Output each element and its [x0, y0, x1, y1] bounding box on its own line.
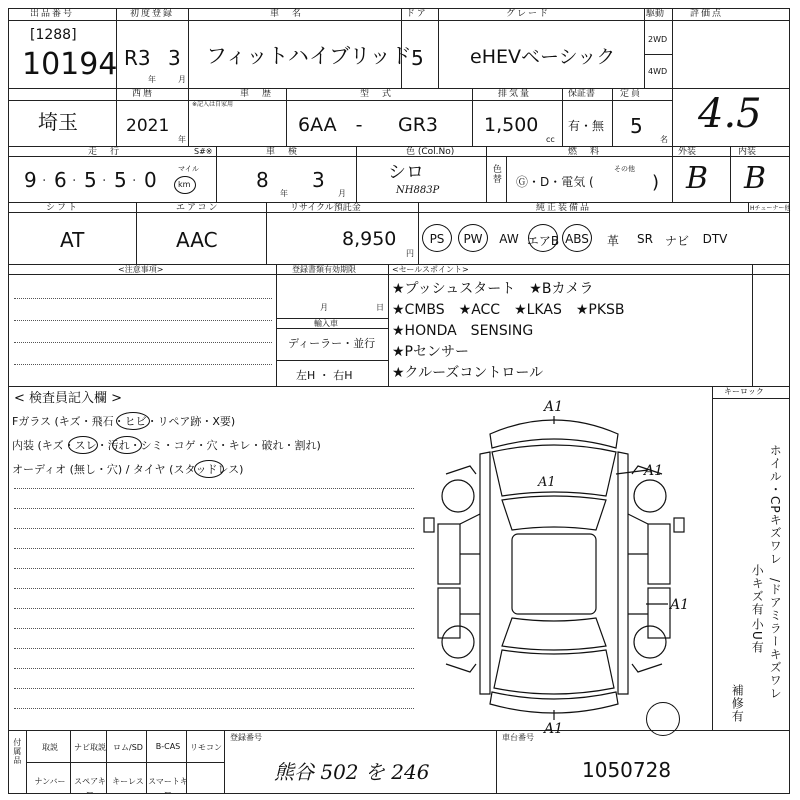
interior-label: 内装: [738, 147, 757, 157]
inspector-title: < 検査員記入欄 >: [14, 391, 123, 406]
ac: AAC: [176, 228, 218, 252]
fuel-close: ): [652, 172, 660, 193]
lot-sub: [1288]: [30, 27, 77, 43]
capacity-unit: 名: [660, 135, 668, 144]
mileage-separator: ·: [132, 173, 137, 189]
chassis-number: 1050728: [582, 758, 672, 782]
dealer-label: ディーラー・並行: [288, 337, 376, 350]
door-count: 5: [411, 46, 424, 70]
mileage-label: 走 行: [88, 147, 122, 157]
mileage-digit: 9: [24, 168, 37, 192]
score-value: 4.5: [698, 91, 762, 137]
right-note-u: 小U有: [750, 618, 765, 654]
inspection-label: 車 検: [266, 147, 300, 157]
inspector-dotline: [14, 608, 414, 609]
model-prefix: 6AA -: [298, 114, 363, 136]
mileage-digit: 5: [114, 168, 127, 192]
mileage-digit: 5: [84, 168, 97, 192]
warranty: 有・無: [568, 119, 605, 133]
first-reg-month-unit: 月: [178, 75, 186, 84]
lot-label: 出品番号: [30, 9, 75, 19]
year-label: 西暦: [132, 89, 155, 99]
mileage-digit: 0: [144, 168, 157, 192]
capacity-label: 定員: [620, 89, 643, 99]
recycle: 8,950: [342, 228, 397, 250]
equipment-item: DTV: [702, 232, 728, 246]
warranty-label: 保証書: [568, 89, 596, 99]
right-note-repair: 補修有: [730, 684, 745, 723]
model: GR3: [398, 114, 439, 136]
grade-label: グレード: [506, 9, 551, 19]
equipment-label: 純正装備品: [536, 203, 592, 213]
shift: AT: [60, 228, 85, 252]
auction-sheet: [8, 8, 791, 797]
capacity: 5: [630, 114, 643, 138]
area: 埼玉: [38, 110, 78, 134]
sales-point: ★CMBS ★ACC ★LKAS ★PKSB: [392, 302, 625, 318]
cc: 1,500: [484, 114, 539, 136]
circle-mark: [116, 412, 150, 430]
car-diagram: [420, 404, 688, 728]
drive-2wd: 2WD: [648, 35, 668, 44]
year: 2021: [126, 116, 170, 136]
cc-label: 排気量: [498, 89, 532, 99]
equipment-item: PS: [429, 232, 445, 246]
accessory-item: ナンバー: [34, 777, 66, 786]
circle-mark: [194, 460, 224, 478]
inspector-dotline: [14, 568, 414, 569]
circle-mark: [68, 436, 98, 454]
accessory-item: 取説: [42, 743, 58, 752]
fuel-other-label: その他: [614, 165, 635, 173]
sales-point: ★Pセンサー: [392, 344, 469, 360]
diagram-mark-right-front: A1: [644, 463, 664, 479]
inspector-dotline: [14, 648, 414, 649]
accessory-side-label: 付属品: [12, 738, 22, 765]
regdate-day: 日: [376, 303, 384, 312]
sales-point: ★クルーズコントロール: [392, 365, 544, 381]
exterior-grade: B: [686, 161, 709, 196]
inspection-month: 3: [312, 168, 325, 192]
exterior-label: 外装: [678, 147, 697, 157]
body-note: ※記入は自家用: [192, 101, 234, 108]
equipment-item: ナビ: [664, 234, 689, 248]
recycle-unit: 円: [406, 249, 414, 258]
color-code: NH883P: [396, 185, 440, 196]
model-label: 型 式: [360, 89, 394, 99]
inspector-dotline: [14, 528, 414, 529]
regdate-month: 月: [320, 303, 328, 312]
accessory-item: リモコン: [190, 743, 222, 752]
sales-point: ★プッシュスタート ★Bカメラ: [392, 281, 594, 297]
shaken-hash: S#※: [194, 147, 213, 156]
inspection-month-unit: 月: [338, 189, 346, 198]
lot-number: 10194: [22, 47, 118, 82]
caution-label: <注意事項>: [118, 265, 164, 274]
chassis-label: 車台番号: [502, 733, 534, 742]
car-name-label: 車 名: [270, 9, 304, 19]
inspection-year-unit: 年: [280, 189, 288, 198]
score-label: 評価点: [690, 9, 724, 19]
sales-point: ★HONDA SENSING: [392, 323, 534, 339]
plate-label: 登録番号: [230, 733, 262, 742]
right-note-wheel: ホイル・CPキズワレ: [768, 444, 783, 566]
inspector-dotline: [14, 508, 414, 509]
mile-unit: マイル: [178, 165, 199, 173]
inspector-dotline: [14, 708, 414, 709]
fuel-options: Ⓖ・D・電気 (: [516, 175, 594, 189]
regdate-label: 登録書類有効期限: [292, 265, 356, 274]
equipment-item: SR: [637, 232, 653, 246]
first-reg-era: R3: [124, 46, 151, 70]
import-label: 輸入車: [314, 319, 338, 328]
accessory-item: スマートキー: [148, 777, 188, 797]
inspector-interior: 内装 (キズ・スレ・汚れ・シミ・コゲ・穴・キレ・破れ・割れ): [12, 439, 321, 452]
accessory-item: ロム/SD: [113, 743, 143, 752]
right-note-mirror: /ドアミラーキズワレ: [768, 578, 783, 701]
door-label: ドア: [406, 9, 428, 19]
accessory-item: キーレス: [112, 777, 144, 786]
equipment-item: ABS: [565, 232, 589, 246]
right-note-small-scratch: 小キズ有: [750, 564, 765, 616]
km-unit: km: [178, 180, 191, 189]
diagram-mark-hood: A1: [538, 475, 556, 490]
inspector-glass: Fガラス (キズ・飛石・ヒビ・リペア跡・X要): [12, 415, 236, 428]
spare-circle: [646, 702, 680, 736]
diagram-mark-right-rear: A1: [670, 597, 690, 613]
fuel-label: 燃 料: [568, 147, 602, 157]
first-reg-year-unit: 年: [148, 75, 156, 84]
mileage-digit: 6: [54, 168, 67, 192]
car-name: フィットハイブリッド: [206, 44, 412, 68]
first-reg-label: 初度登録: [130, 9, 175, 19]
equipment-item: PW: [463, 232, 483, 246]
accessory-item: B-CAS: [155, 742, 181, 751]
tuner-label: Hチューナー他: [750, 205, 791, 212]
interior-grade: B: [744, 161, 767, 196]
inspector-audio: オーディオ (無し・穴) / タイヤ (スタッドレス): [12, 463, 244, 476]
inspector-dotline: [14, 548, 414, 549]
circle-mark: [112, 436, 142, 454]
plate-number: 熊谷 502 を 246: [274, 760, 430, 784]
inspector-dotline: [14, 628, 414, 629]
year-unit: 年: [178, 135, 186, 144]
accessory-item: ナビ取説: [74, 743, 106, 752]
cc-unit: cc: [546, 135, 555, 144]
grade: eHEVベーシック: [470, 46, 616, 68]
drive-4wd: 4WD: [648, 67, 668, 76]
handle-label: 左H ・ 右H: [296, 369, 353, 382]
equipment-item: エアB: [526, 234, 560, 248]
inspector-dotline: [14, 688, 414, 689]
first-reg-month: 3: [168, 46, 181, 70]
mileage-separator: ·: [102, 173, 107, 189]
keylock-label: キーロック: [724, 387, 764, 396]
color-label: 色 (Col.No): [406, 147, 455, 157]
recycle-label: リサイクル預託金: [290, 203, 361, 213]
ac-label: エアコン: [176, 203, 220, 213]
inspector-dotline: [14, 668, 414, 669]
body-label: 車 歴: [240, 89, 274, 99]
shift-label: シフト: [46, 203, 80, 213]
diagram-mark-rear: A1: [544, 721, 564, 737]
mileage-separator: ·: [42, 173, 47, 189]
inspection-year: 8: [256, 168, 269, 192]
color-change-label: 色替: [490, 164, 501, 184]
equipment-item: 革: [606, 234, 619, 248]
inspector-dotline: [14, 488, 414, 489]
equipment-item: AW: [499, 232, 519, 246]
diagram-mark-front: A1: [544, 399, 564, 415]
mileage-separator: ·: [72, 173, 77, 189]
inspector-dotline: [14, 588, 414, 589]
drive-label: 駆動: [646, 9, 665, 19]
sales-label: <セールスポイント>: [392, 265, 469, 274]
color: シロ: [388, 162, 424, 183]
accessory-item: スペアキー: [74, 777, 106, 797]
